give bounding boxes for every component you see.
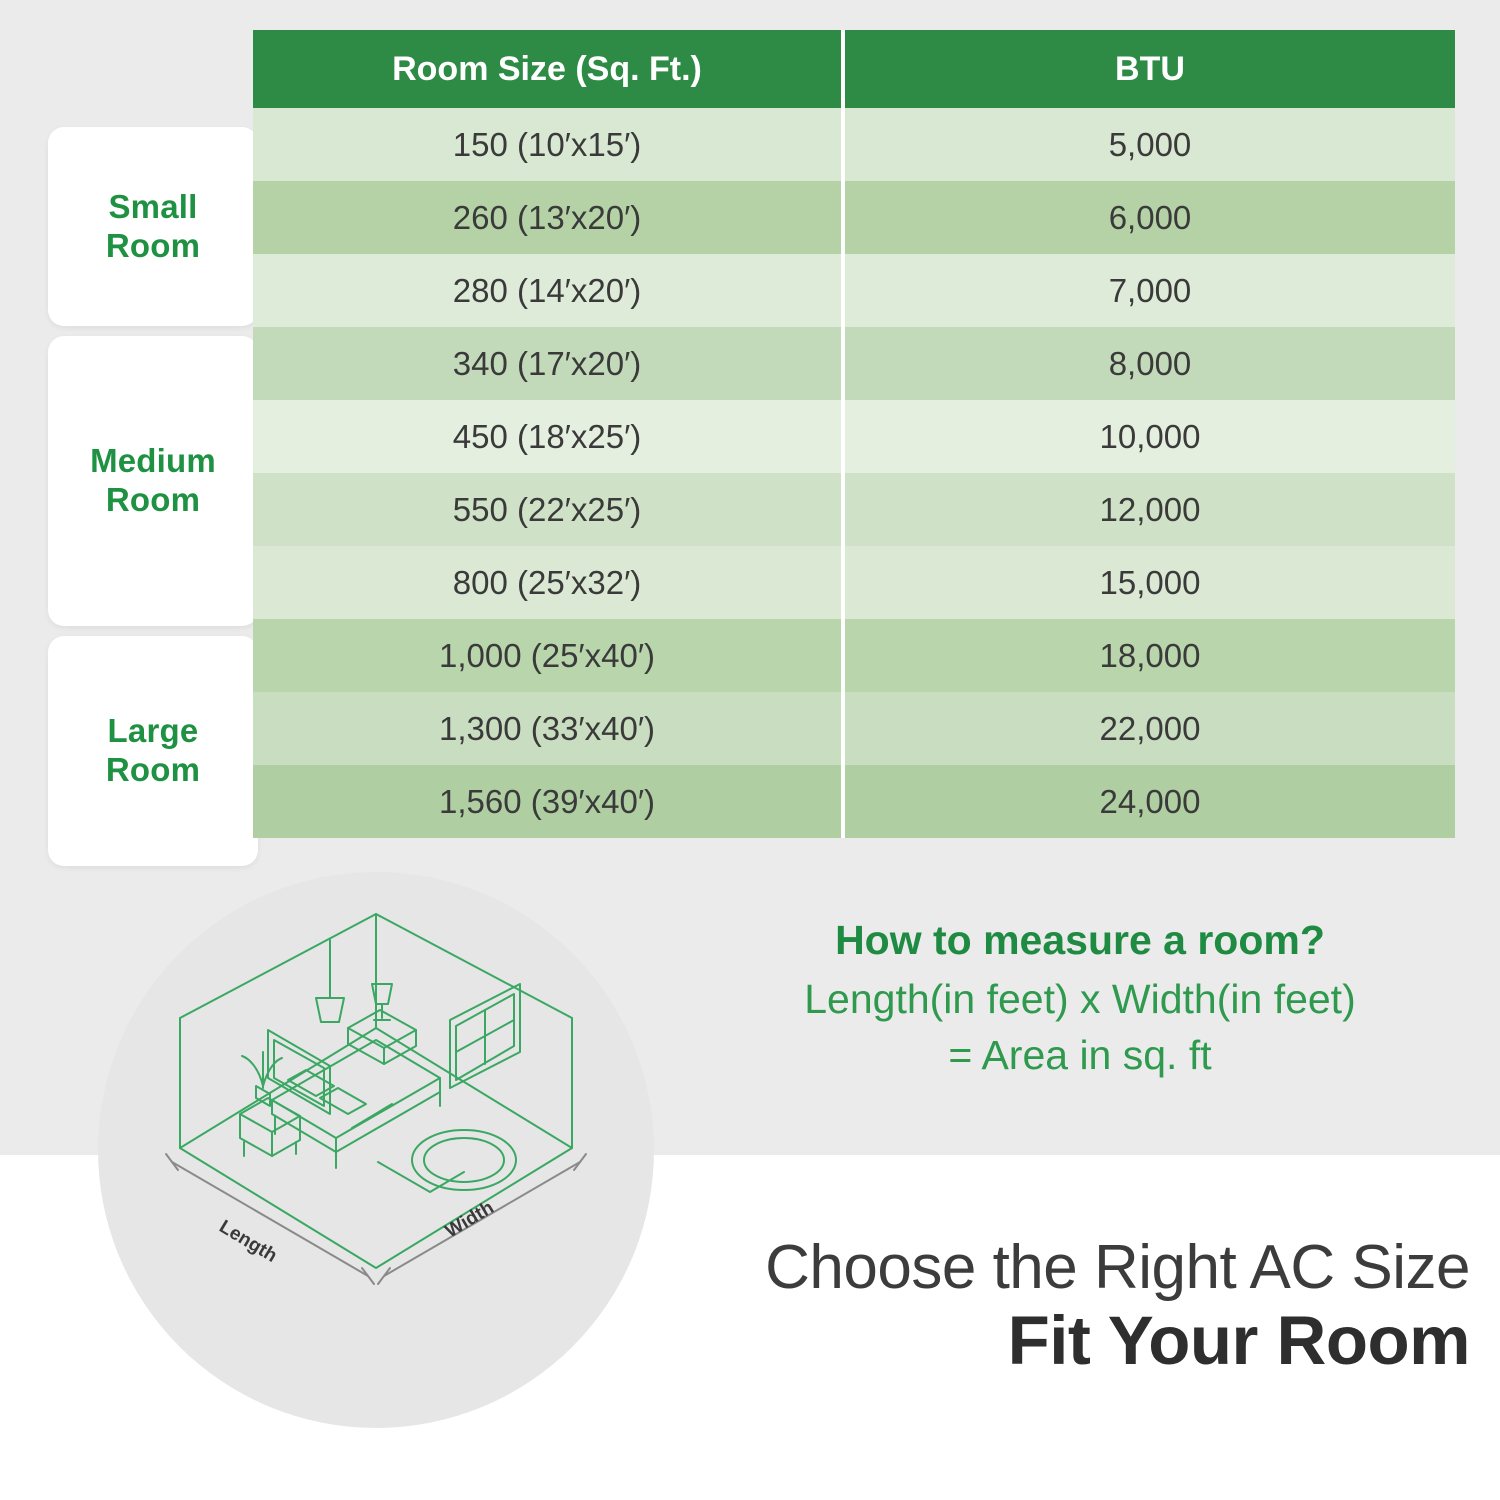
cell-btu: 12,000 bbox=[843, 473, 1455, 546]
btu-sizing-table bbox=[253, 30, 1455, 838]
table-row bbox=[253, 692, 1455, 765]
category-label-small-room bbox=[106, 188, 200, 266]
headline-line1: Choose the Right AC Size bbox=[765, 1233, 1470, 1302]
category-label-small-line2: Room bbox=[105, 226, 201, 264]
cell-room-size: 260 (13′x20′) bbox=[253, 181, 843, 254]
how-to-measure-formula-line2: = Area in sq. ft bbox=[948, 1031, 1212, 1078]
category-tab-small-room bbox=[48, 127, 258, 326]
cell-room-size: 1,000 (25′x40′) bbox=[253, 619, 843, 692]
table-row bbox=[253, 619, 1455, 692]
table-row bbox=[253, 473, 1455, 546]
category-label-medium-line2: Room bbox=[105, 481, 201, 518]
cell-room-size: 1,560 (39′x40′) bbox=[253, 765, 843, 838]
category-label-medium-room bbox=[90, 442, 216, 520]
category-label-large-line1: Large bbox=[107, 712, 199, 750]
length-dimension-label: Length bbox=[215, 1216, 281, 1267]
category-label-small-line1: Small bbox=[108, 187, 198, 225]
cell-room-size: 550 (22′x25′) bbox=[253, 473, 843, 546]
table-row bbox=[253, 108, 1455, 181]
how-to-measure-formula-line1: Length(in feet) x Width(in feet) bbox=[804, 976, 1356, 1023]
cell-btu: 15,000 bbox=[843, 546, 1455, 619]
table-row bbox=[253, 181, 1455, 254]
width-dimension-label: Width bbox=[441, 1197, 498, 1243]
table-row bbox=[253, 327, 1455, 400]
table-row bbox=[253, 765, 1455, 838]
column-header-btu: BTU bbox=[843, 30, 1455, 108]
table-row bbox=[253, 546, 1455, 619]
category-label-large-room bbox=[106, 712, 200, 790]
cell-btu: 18,000 bbox=[843, 619, 1455, 692]
table-row bbox=[253, 400, 1455, 473]
table-row bbox=[253, 254, 1455, 327]
category-tab-medium-room bbox=[48, 336, 258, 626]
table-header-row bbox=[253, 30, 1455, 108]
headline-line2: Fit Your Room bbox=[1007, 1301, 1470, 1379]
cell-btu: 24,000 bbox=[843, 765, 1455, 838]
category-label-large-line2: Room bbox=[105, 751, 201, 788]
cell-room-size: 340 (17′x20′) bbox=[253, 327, 843, 400]
cell-btu: 6,000 bbox=[843, 181, 1455, 254]
cell-room-size: 800 (25′x32′) bbox=[253, 546, 843, 619]
cell-btu: 10,000 bbox=[843, 400, 1455, 473]
category-label-medium-line1: Medium bbox=[90, 442, 216, 480]
cell-room-size: 1,300 (33′x40′) bbox=[253, 692, 843, 765]
how-to-measure-block bbox=[690, 915, 1470, 1083]
column-header-room-size: Room Size (Sq. Ft.) bbox=[253, 30, 843, 108]
cell-btu: 22,000 bbox=[843, 692, 1455, 765]
cell-btu: 7,000 bbox=[843, 254, 1455, 327]
cell-btu: 8,000 bbox=[843, 327, 1455, 400]
cell-btu: 5,000 bbox=[843, 108, 1455, 181]
how-to-measure-title: How to measure a room? bbox=[835, 917, 1325, 963]
category-tab-large-room bbox=[48, 636, 258, 866]
cell-room-size: 150 (10′x15′) bbox=[253, 108, 843, 181]
cell-room-size: 450 (18′x25′) bbox=[253, 400, 843, 473]
cell-room-size: 280 (14′x20′) bbox=[253, 254, 843, 327]
headline-block bbox=[0, 1235, 1470, 1379]
